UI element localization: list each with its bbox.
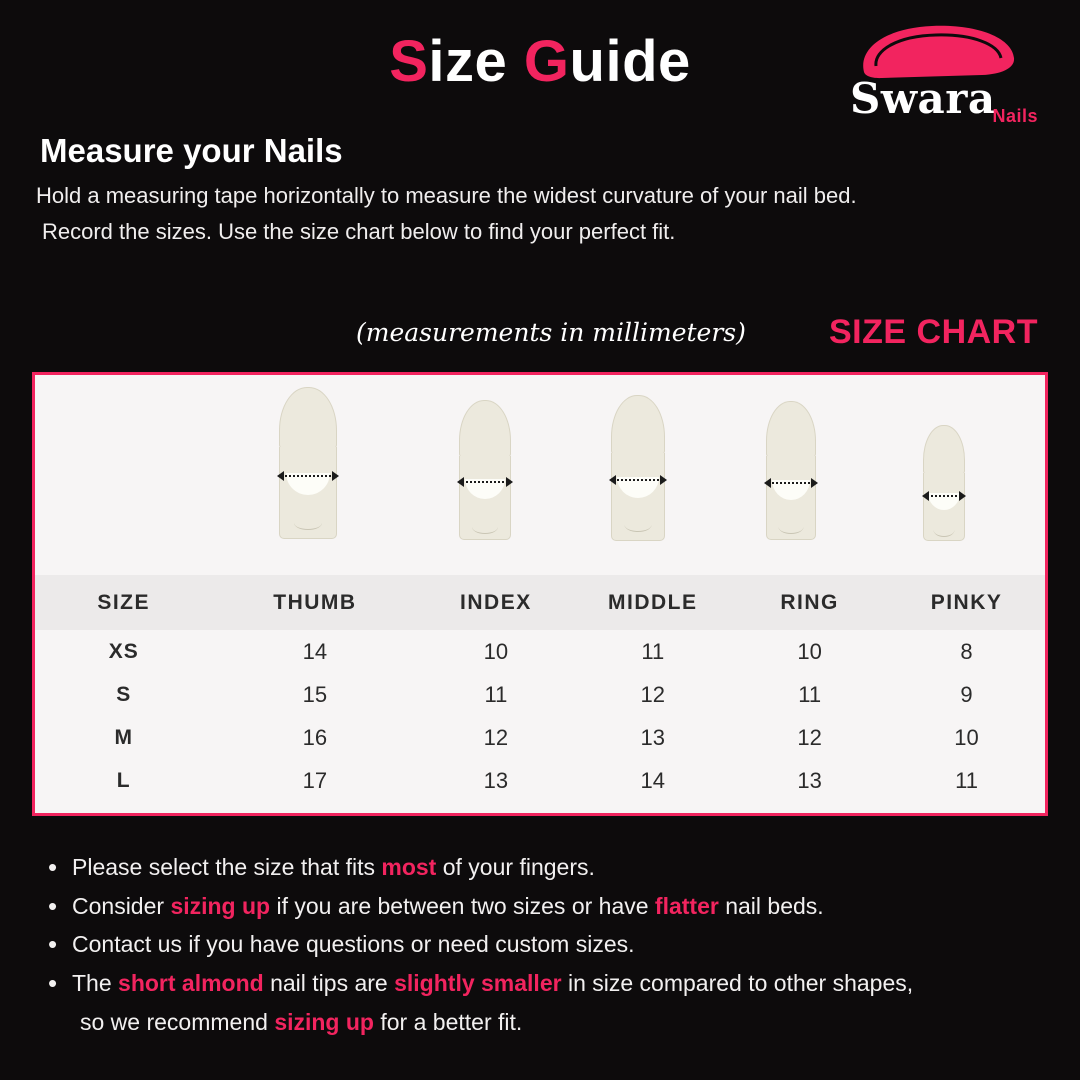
note-2-highlight-1: sizing up bbox=[170, 892, 271, 919]
note-4-a: The bbox=[72, 969, 119, 996]
note-3: Contact us if you have questions or need custom sizes. bbox=[72, 931, 635, 958]
nail-diagram-row bbox=[35, 375, 1045, 575]
list-item bbox=[44, 925, 1044, 964]
width-arrow-index bbox=[457, 481, 513, 483]
note-1-b: of your fingers. bbox=[436, 854, 595, 880]
cell-thumb: 16 bbox=[212, 716, 417, 759]
note-4-highlight-3: sizing up bbox=[274, 1008, 374, 1035]
cell-index: 11 bbox=[417, 673, 574, 716]
list-item bbox=[44, 848, 1044, 887]
note-2-c: nail beds. bbox=[718, 892, 824, 919]
cell-size: L bbox=[35, 759, 212, 802]
brand-logo bbox=[832, 22, 1042, 137]
col-ring: RING bbox=[731, 575, 888, 630]
note-4-highlight-2: slightly smaller bbox=[394, 969, 562, 996]
width-arrow-pinky bbox=[922, 495, 966, 497]
title-part-1: S bbox=[389, 29, 429, 94]
cell-middle: 14 bbox=[574, 759, 731, 802]
note-2-highlight-2: flatter bbox=[654, 892, 719, 919]
cell-middle: 12 bbox=[574, 673, 731, 716]
cell-thumb: 14 bbox=[212, 630, 417, 673]
nail-index bbox=[408, 375, 561, 575]
width-arrow-ring bbox=[764, 482, 818, 484]
table-row bbox=[35, 716, 1045, 759]
cell-pinky: 10 bbox=[888, 716, 1045, 759]
col-middle: MIDDLE bbox=[574, 575, 731, 630]
note-2-a: Consider bbox=[72, 892, 171, 919]
measure-line-1: Hold a measuring tape horizontally to measure the widest curvature of your nail bed. bbox=[36, 183, 857, 208]
size-chart-panel bbox=[32, 372, 1048, 816]
list-item bbox=[44, 964, 1044, 1003]
note-1-highlight: most bbox=[381, 854, 437, 880]
title-part-2: ize bbox=[428, 29, 524, 94]
cell-thumb: 15 bbox=[212, 673, 417, 716]
notes-list bbox=[44, 848, 1044, 1041]
note-4-d-b: for a better fit. bbox=[373, 1008, 523, 1035]
nail-middle bbox=[561, 375, 714, 575]
cell-size: XS bbox=[35, 630, 212, 673]
width-arrow-middle bbox=[609, 479, 667, 481]
col-pinky: PINKY bbox=[888, 575, 1045, 630]
size-table bbox=[35, 575, 1045, 802]
table-row bbox=[35, 673, 1045, 716]
nail-pinky bbox=[867, 375, 1020, 575]
logo-subtext: Nails bbox=[992, 106, 1038, 126]
table-row bbox=[35, 759, 1045, 802]
col-thumb: THUMB bbox=[212, 575, 417, 630]
nail-swoosh-icon bbox=[852, 22, 1022, 82]
cell-pinky: 11 bbox=[888, 759, 1045, 802]
table-header-row bbox=[35, 575, 1045, 630]
cell-size: S bbox=[35, 673, 212, 716]
note-2-b: if you are between two sizes or have bbox=[270, 892, 655, 919]
cell-index: 10 bbox=[417, 630, 574, 673]
nail-ring bbox=[714, 375, 867, 575]
nail-thumb bbox=[208, 375, 408, 575]
cell-middle: 13 bbox=[574, 716, 731, 759]
title-part-4: uide bbox=[569, 29, 691, 94]
note-1-a: Please select the size that fits bbox=[72, 854, 382, 880]
list-item bbox=[44, 887, 1044, 926]
cell-index: 12 bbox=[417, 716, 574, 759]
note-4-b: nail tips are bbox=[263, 969, 395, 996]
cell-ring: 12 bbox=[731, 716, 888, 759]
title-part-3: G bbox=[523, 29, 570, 94]
cell-size: M bbox=[35, 716, 212, 759]
cell-pinky: 9 bbox=[888, 673, 1045, 716]
cell-thumb: 17 bbox=[212, 759, 417, 802]
units-note: (measurements in millimeters) bbox=[356, 318, 746, 347]
cell-ring: 11 bbox=[731, 673, 888, 716]
list-item-continuation bbox=[44, 1003, 1044, 1042]
size-chart-label: SIZE CHART bbox=[829, 313, 1038, 351]
col-size: SIZE bbox=[35, 575, 212, 630]
cell-pinky: 8 bbox=[888, 630, 1045, 673]
measure-heading: Measure your Nails bbox=[40, 132, 343, 169]
note-4-highlight-1: short almond bbox=[118, 969, 264, 996]
logo-wordmark: Swara bbox=[850, 74, 996, 123]
note-4-c: in size compared to other shapes, bbox=[561, 969, 914, 996]
cell-index: 13 bbox=[417, 759, 574, 802]
measure-line-2: Record the sizes. Use the size chart below to find your perfect fit. bbox=[42, 219, 676, 244]
cell-middle: 11 bbox=[574, 630, 731, 673]
table-row bbox=[35, 630, 1045, 673]
width-arrow-thumb bbox=[277, 475, 339, 477]
cell-ring: 13 bbox=[731, 759, 888, 802]
cell-ring: 10 bbox=[731, 630, 888, 673]
col-index: INDEX bbox=[417, 575, 574, 630]
note-4-d-a: so we recommend bbox=[80, 1008, 275, 1035]
